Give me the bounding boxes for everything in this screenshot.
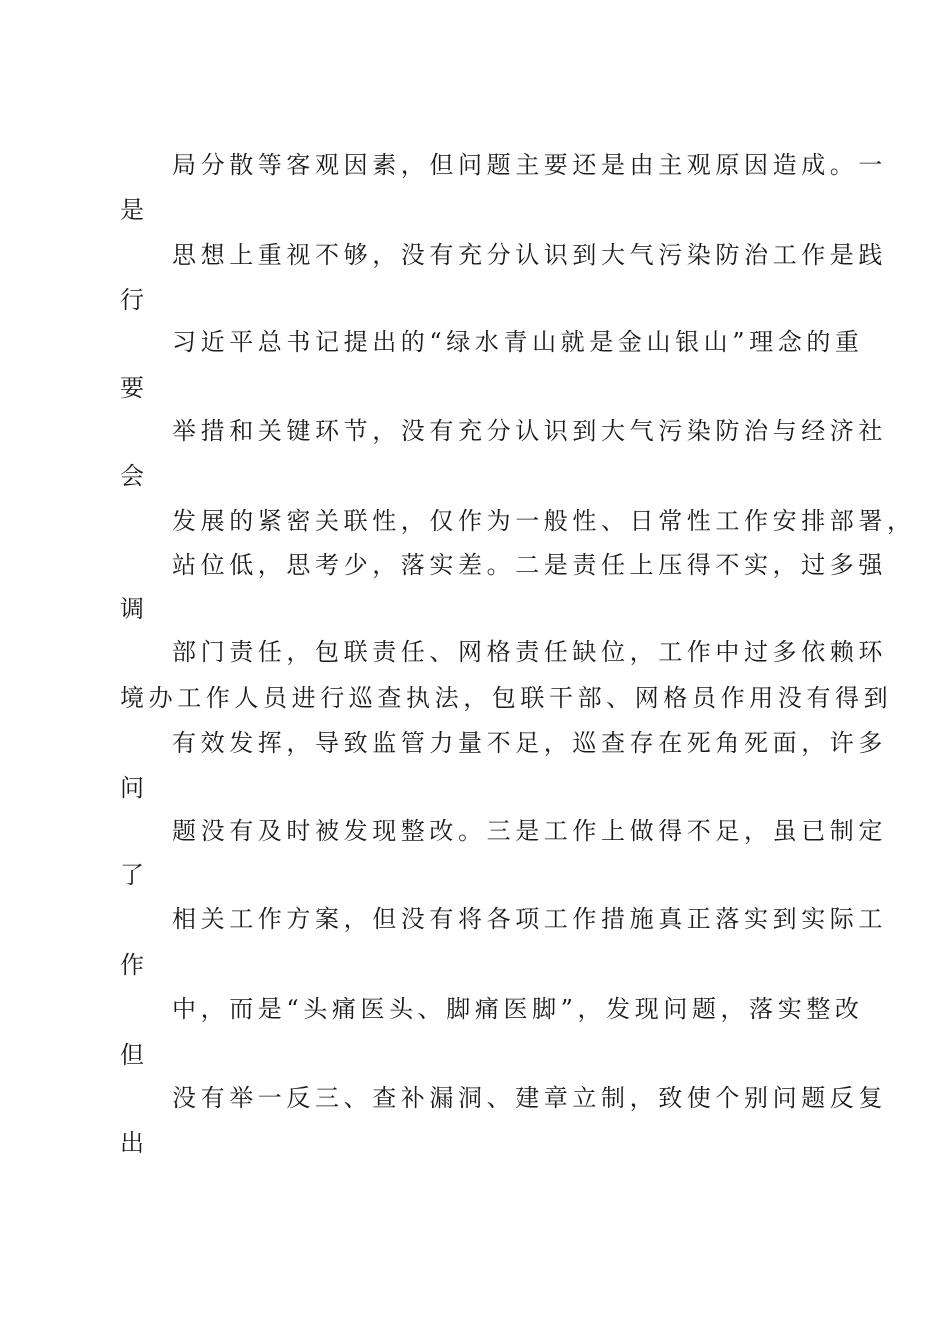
text-line: 作 (120, 951, 149, 979)
text-line: 相关工作方案，但没有将各项工作措施真正落实到实际工 (172, 905, 887, 933)
text-line: 举措和关键环节，没有充分认识到大气污染防治与经济社 (172, 417, 887, 445)
text-line: 要 (120, 374, 149, 402)
text-line: 部门责任，包联责任、网格责任缺位，工作中过多依赖环 (172, 638, 887, 666)
text-line: 调 (120, 595, 149, 623)
text-line: 习近平总书记提出的“绿水青山就是金山银山”理念的重 (172, 328, 864, 356)
text-line: 局分散等客观因素，但问题主要还是由主观原因造成。一 (172, 151, 887, 179)
text-line: 境办工作人员进行巡查执法，包联干部、网格员作用没有得到 (120, 684, 893, 712)
text-line: 行 (120, 286, 149, 314)
text-line: 问 (120, 774, 149, 802)
text-line: 了 (120, 861, 149, 889)
text-line: 站位低，思考少，落实差。二是责任上压得不实，过多强 (172, 551, 887, 579)
text-line: 思想上重视不够，没有充分认识到大气污染防治工作是践 (172, 241, 887, 269)
text-line: 没有举一反三、查补漏洞、建章立制，致使个别问题反复 (172, 1084, 887, 1112)
text-line: 题没有及时被发现整改。三是工作上做得不足，虽已制定 (172, 817, 887, 845)
text-line: 是 (120, 196, 149, 224)
text-line: 出 (120, 1129, 149, 1157)
text-line: 会 (120, 462, 149, 490)
text-line: 但 (120, 1041, 149, 1069)
text-line: 有效发挥，导致监管力量不足，巡查存在死角死面，许多 (172, 729, 887, 757)
text-line: 发展的紧密关联性，仅作为一般性、日常性工作安排部署， (172, 507, 916, 535)
text-line: 中，而是“头痛医头、脚痛医脚”，发现问题，落实整改 (172, 995, 864, 1023)
